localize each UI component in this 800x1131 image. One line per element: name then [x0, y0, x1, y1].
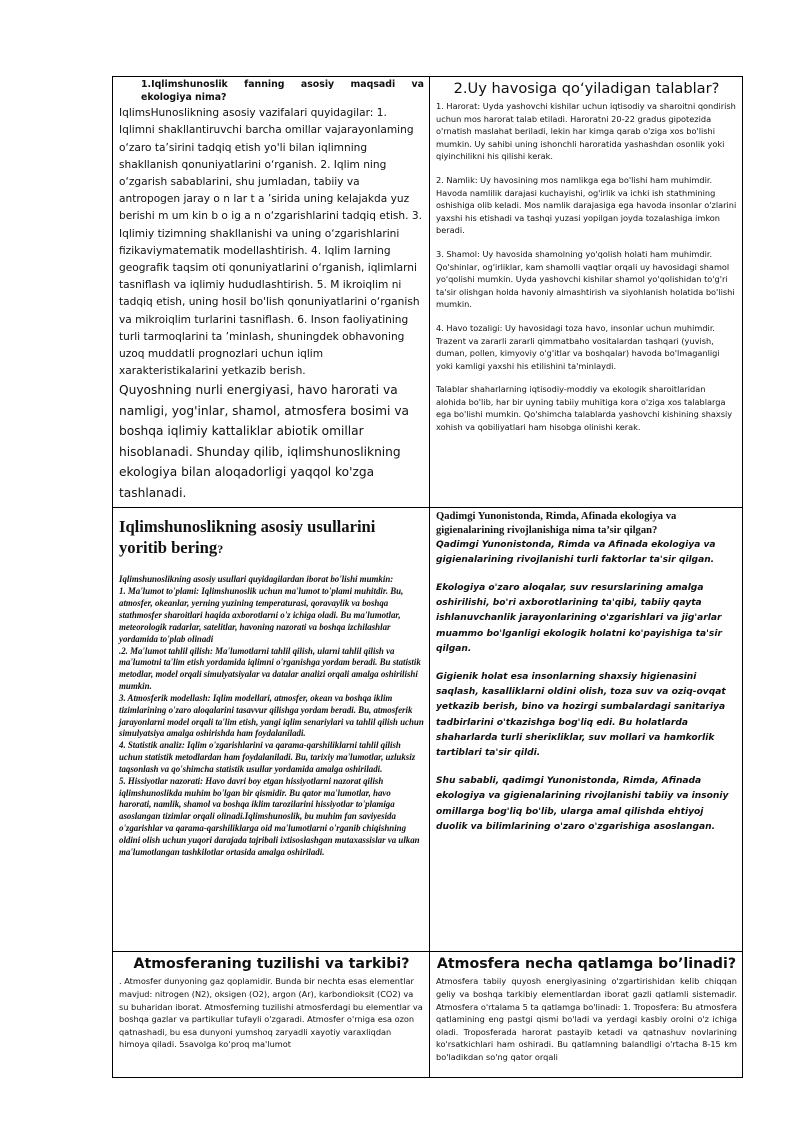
paragraph-list [436, 100, 737, 434]
cell-body: . Atmosfer dunyoning gaz qoplamidir. Bunda bir nechta esas elementlar mavjud: nitrogen (N2), oksigen (O2), argon (Ar), karbondioksit (CO2) va su buharidan iborat. Atmosferning tuzilishi atmosferdagi bu elementlar va boshqa gazlar va partikullar tufayli o'zgaradi. Atmosfer o'rniga esa ozon qatnashadi, bu esa dunyoni yumshoq zaryadli xayotiy varaxliqdan himoya qiladi. 5savolga ko‘proq ma'lumot [119, 976, 423, 1050]
cell-asosiy-usullar [113, 508, 430, 952]
method-list [119, 574, 424, 858]
cell-title [119, 516, 424, 560]
paragraph: Gigienik holat esa insonlarning shaxsiy higienasini saqlash, kasalliklarni oldini olish, toza suv va oziq-ovqat yetkazib berish, bino va hozirgi sumbalardagi sanitariya tadbirlarini o'tkazishga bog'liq edi. Bu holatlarda shaharlarda turli sheriкliklar, suv mollari va hamkorlik tartiblari ta'sir qildi. [436, 672, 726, 759]
cell-body: Atmosfera tabiiy quyosh energiyasining o'zgartirishidan kelib chiqqan geliy va boshqa tarkibiy elementlardan iborat gazli qatlamli sistemadir. Atmosfera o'rtalama 5 ta qatlamga bo'linadi: 1. Troposfera: Bu atmosfera qatlamining eng pastgi qismi bo'ladi va yerdagi kasbiy orolni o'z ichiga oladi. Troposferada harorat pastayib ketadi va qatnashuv novlarining ko'rsatkichlari ham oshiradi. Bu qatlamning balandligi o'rtacha 8-15 km bo'ladikdan so'ng qator orqali [436, 976, 737, 1062]
cell-title: Atmosferaning tuzilishi va tarkibi? [133, 956, 410, 973]
paragraph: Shu sababli, qadimgi Yunonistonda, Rimda, Afinada ekologiya va gigienalarining rivojlanishi tabiiy va insoniy omillarga bog'liq bo'lib, ularga amal qilishda ehtiyoj duolik va bilimlarining o'zaro o'zgarishiga asoslangan. [436, 776, 729, 832]
cell-iqlimshunoslik-maqsadi [113, 77, 430, 508]
cell-title: 1.Iqlimshunoslik fanning asosiy maqsadi va ekologiya nima? [141, 79, 424, 103]
cell-title: Atmosfera necha qatlamga bo’linadi? [436, 956, 737, 973]
title-mark: ? [217, 542, 224, 557]
cell-title: 2.Uy havosiga qo‘yiladigan talablar? [453, 80, 720, 97]
cell-title: Qadimgi Yunonistonda, Rimda, Afinada ekologiya va gigienalarining rivojlanishiga nima ta’sir qilgan? [436, 511, 677, 537]
list-item: .2. Ma'lumot tahlil qilish: Ma'lumotlarni tahlil qilish, ularni tahlil qilish va ma'lumotni ta'lim etish yordamida iqlimni o'rganishga yordam beradi. Bu statistik metodlar, model orqali simulyatsiyalar va datalar analizi orqali amalga oshirilishi mumkin. [119, 645, 421, 692]
paragraph: 3. Shamol: Uy havosida shamolning yo'qolish holati ham muhimdir. Qo'shinlar, og'irliklar, kam shamolli vaqtlar orqali uy havosidagi shamol yo'qolishi mumkin. Uyda yashovchi kishilar shamol yo'qolishidan to'g'ri ta'sir olishgan holda havoniy almashtirish va siyohlanish holatida bo'lishi mumkin. [436, 248, 735, 310]
list-item: 5. Hissiyotlar nazorati: Havo davri boy etgan hissiyotlarni nazorat qilish iqlimshunoslikda muhim bo'lgan bir qismidir. Bu qator ma'lumotlar, havo harorati, namlik, shamol va boshqa iklim tarozilarini hissiyotlar to'plamiga asoslangan tizimlar orqali olinadi.Iqlimshunoslik, bu muhim fan saviyesida o'zgarishlar va qarama-qarshiliklarga oid ma'lumotlarni o'rganib chiqishning oldini olish uchun yuqori darajada tajribali ixtisoslashgan mutaxassislar va ulkan ma'lumotlangan tashkilotlar ortasida amalga oshiriladi. [119, 775, 420, 857]
cell-qadimgi-ekologiya [430, 508, 743, 952]
table-row [113, 508, 743, 952]
paragraph: Ekologiya o'zaro aloqalar, suv resurslarining amalga oshirilishi, bo'ri axborotlarining ta'qibi, tabiiy qayta ishlanuvchanlik jarayonlarining o'zgarishlari va jig'arlar muammo bo'lganligi ekologik holatni ko'payishiga ta'sir qilgan. [436, 583, 722, 654]
list-item: 3. Atmosferik modellash: Iqlim modellari, atmosfer, okean va boshqa iklim tizimlarining o'zaro aloqalarini tasavvur qilishga yordam beradi. Bu, atmosferik jarayonlarni model orqali ta'lim etish, yangi iqlim senariylari va tahlil qilish uchun simulyatsiya amalga oshirishda ham foydalaniladi. [119, 692, 424, 739]
paragraph-list [436, 538, 737, 835]
paragraph: Qadimgi Yunonistonda, Rimda va Afinada ekologiya va gigienalarining rivojlanishi turli faktorlar ta'sir qilgan. [436, 539, 716, 565]
list-item: 1. Ma'lumot to'plami: Iqlimshunoslik uchun ma'lumot to'plami muhitdir. Bu, atmosfer, okeanlar, yerning yuzining temperaturasi, qoravaylik va boshqa stathmosfer sharoitlari haqida axborotlarni o'z ichiga oladi. Bu ma'lumotlar, meteorologik radarlar, satelitlar, havoning nazorati va boshqa izchilashlar yordamida to'plab olinadi [119, 586, 404, 644]
paragraph: 1. Harorat: Uyda yashovchi kishilar uchun iqtisodiy va sharoitni qondirish uchun mos harorat talab etiladi. Haroratni 20-22 gradus gipotezida o'rnatish maslahat beriladi, lekin har kimga qarab o'ziga xos bo'lishi mumkin. Uy sahibi uning ishonchli haroratida yashashdan osonlik yoki qiyinchilikni his qilishi kerak. [436, 101, 736, 162]
cell-body: IqlimsHunoslikning asosiy vazifalari quyidagilar: 1. Iqlimni shakllantiruvchi barcha omillar vajarayonlaming o‘zaro ta’sirini tadqiq etish yo'li bilan iqlimning shakllanish qonuniyatlarini o‘rganish. 2. Iqlim ning o‘zgarish sabablarini, shu jumladan, tabiiy va antropogen jaray o n lar t a ’sirida uning kelajakda yuz berishi m um kin b o ig a n o‘zgarishlarini tadqiq etish. 3. Iqlimiy tizimning shakllanishi va uning o‘zgarishlarini fizikaviymatematik modellashtirish. 4. Iqlim larning geografik taqsim oti qonuniyatlarini o‘rganish, iqlimlarni tasniflash va iqlimiy hududlashtirish. 5. M ikroiqlim ni tadqiq etish, uning hosil bo'lish qonuniyatlarini o‘rganish va mikroiqlim turlarini tasniflash. 6. Inson faoliyatining turli tarmoqlarini ta ’minlash, shuningdek obhavoning uzoq muddatli prognozlari uchun iqlim xarakteristikalarini yetkazib berish. [119, 107, 422, 378]
cell-uy-havosi-talablari [430, 77, 743, 508]
cell-atmosfera-tuzilishi [113, 952, 430, 1078]
list-item: Iqlimshunoslikning asosiy usullari quyidagilardan iborat bo'lishi mumkin: [119, 574, 394, 585]
paragraph: Talablar shaharlarning iqtisodiy-moddiy va ekologik sharoitlaridan alohida bo'lib, har bir uyning tabiiy muhitiga kora o'ziga xos talablarga ega bo'lishi mumkin. Qo'shimcha talablarda yashovchi kishining shaxsiy xohish va qobiliyatlari ham hisobga olinishi kerak. [436, 384, 733, 433]
list-item: 4. Statistik analiz: Iqlim o'zgarishlarini va qarama-qarshiliklarni tahlil qilish uchun statistik metodlardan ham foydalaniladi. Bu, tarixiy ma'lumotlar, uzluksiz taqsonlash va qo'shimcha statistik usullar yordamida amalga oshiriladi. [119, 740, 416, 774]
table-row [113, 952, 743, 1078]
paragraph: 4. Havo tozaligi: Uy havosidagi toza havo, insonlar uchun muhimdir. Trazent va zararli zararli qimmatbaho vositalardan tashqari (yuvish, duman, pollen, kimyoviy o'g'itlar va boshqalar) havoda bo'lmaganligi yoki kamligi yaxshi his etilishini ta'minlaydi. [436, 322, 720, 371]
cell-body-tail: Quyoshning nurli energiyasi, havo harorati va namligi, yog'inlar, shamol, atmosfera bosimi va boshqa iqlimiy kattaliklar abiotik omillar hisoblanadi. Shunday qilib, iqlimshunoslikning ekologiya bilan aloqadorligi yaqqol ko'zga tashlanadi. [119, 383, 410, 500]
question-table [112, 76, 743, 1078]
title-text: Iqlimshunoslikning asosiy usullarini yoritib bering [119, 517, 376, 558]
cell-atmosfera-qatlamlari [430, 952, 743, 1078]
table-row [113, 77, 743, 508]
paragraph: 2. Namlik: Uy havosining mos namlikga ega bo'lishi ham muhimdir. Havoda namlilik darajasi kuchayishi, og'irlik va ichki ish stathmining oshishiga olib keladi. Mos namlik darajasiga ega havoda insonlar o'zlarini yaxshi his etishadi va tashqi yuzasi yopilgan joyda tozalashiga imkon beradi. [436, 174, 737, 236]
